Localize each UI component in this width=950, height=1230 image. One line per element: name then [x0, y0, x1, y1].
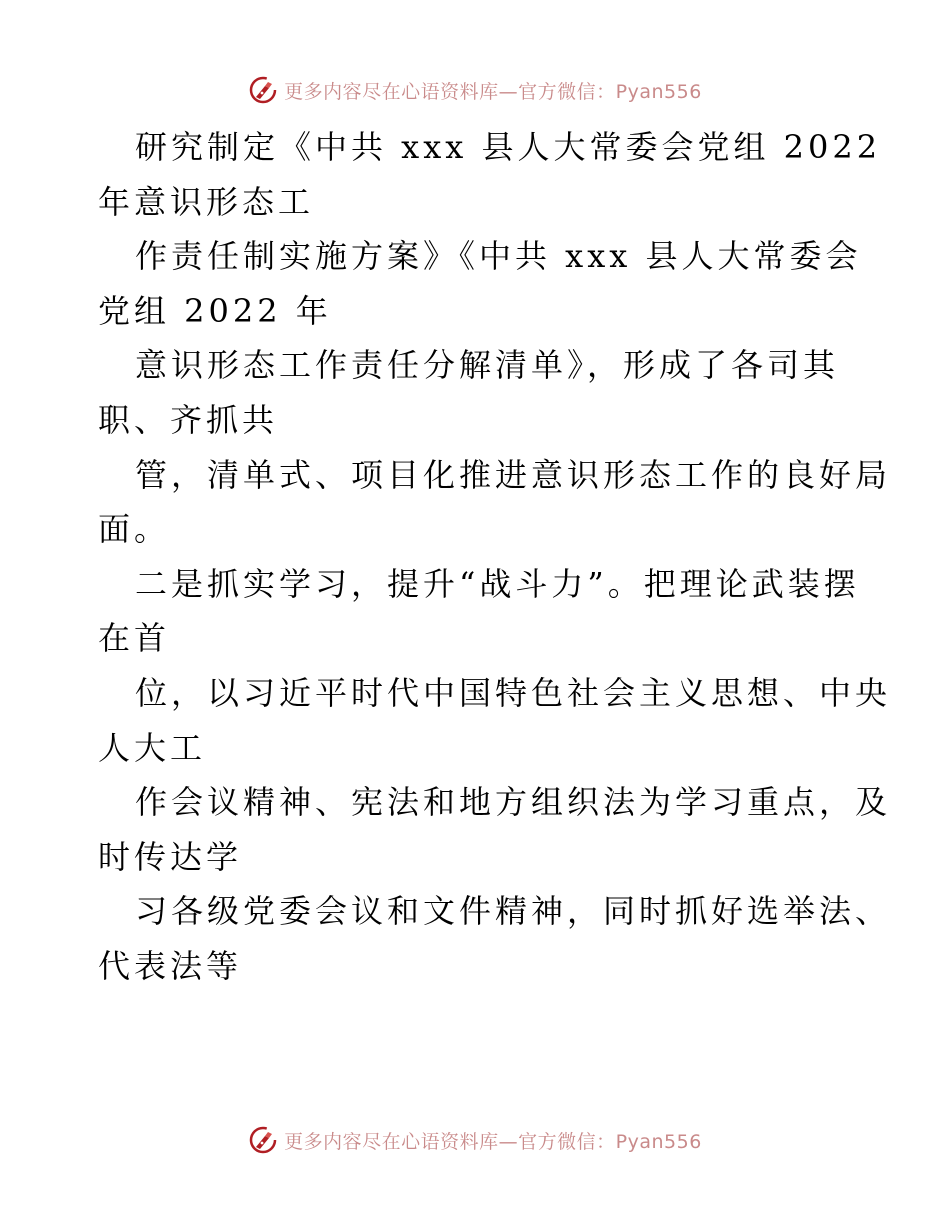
- footer-banner-text: 更多内容尽在心语资料库—官方微信：Pyan556: [284, 1130, 702, 1153]
- body-line: 研究制定《中共 xxx 县人大常委会党组 2022: [135, 128, 882, 166]
- document-body: [98, 120, 892, 994]
- body-line: 代表法等: [98, 946, 243, 985]
- body-line: 人大工: [98, 728, 207, 767]
- body-line: 在首: [98, 619, 171, 658]
- body-line: 习各级党委会议和文件精神，同时抓好选举法、: [135, 892, 892, 931]
- body-line: 二是抓实学习，提升“战斗力”。把理论武装摆: [135, 564, 860, 603]
- pen-nib-circle-icon: [248, 1125, 278, 1155]
- body-line: 职、齐抓共: [98, 400, 279, 439]
- body-line: 年意识形态工: [98, 182, 315, 221]
- body-line: 意识形态工作责任分解清单》，形成了各司其: [135, 346, 840, 385]
- body-line: 位，以习近平时代中国特色社会主义思想、中央: [135, 673, 892, 712]
- pen-nib-circle-icon: [248, 75, 278, 105]
- header-banner-text: 更多内容尽在心语资料库—官方微信：Pyan556: [284, 80, 702, 103]
- body-line: 党组 2022 年: [98, 291, 332, 330]
- body-line: 作会议精神、宪法和地方组织法为学习重点，及: [135, 783, 892, 822]
- footer-banner: [0, 1120, 950, 1160]
- body-line: 面。: [98, 510, 171, 549]
- header-banner: [0, 70, 950, 110]
- body-line: 时传达学: [98, 837, 243, 876]
- body-line: 作责任制实施方案》《中共 xxx 县人大常委会: [135, 237, 862, 276]
- body-line: 管，清单式、项目化推进意识形态工作的良好局: [135, 455, 892, 494]
